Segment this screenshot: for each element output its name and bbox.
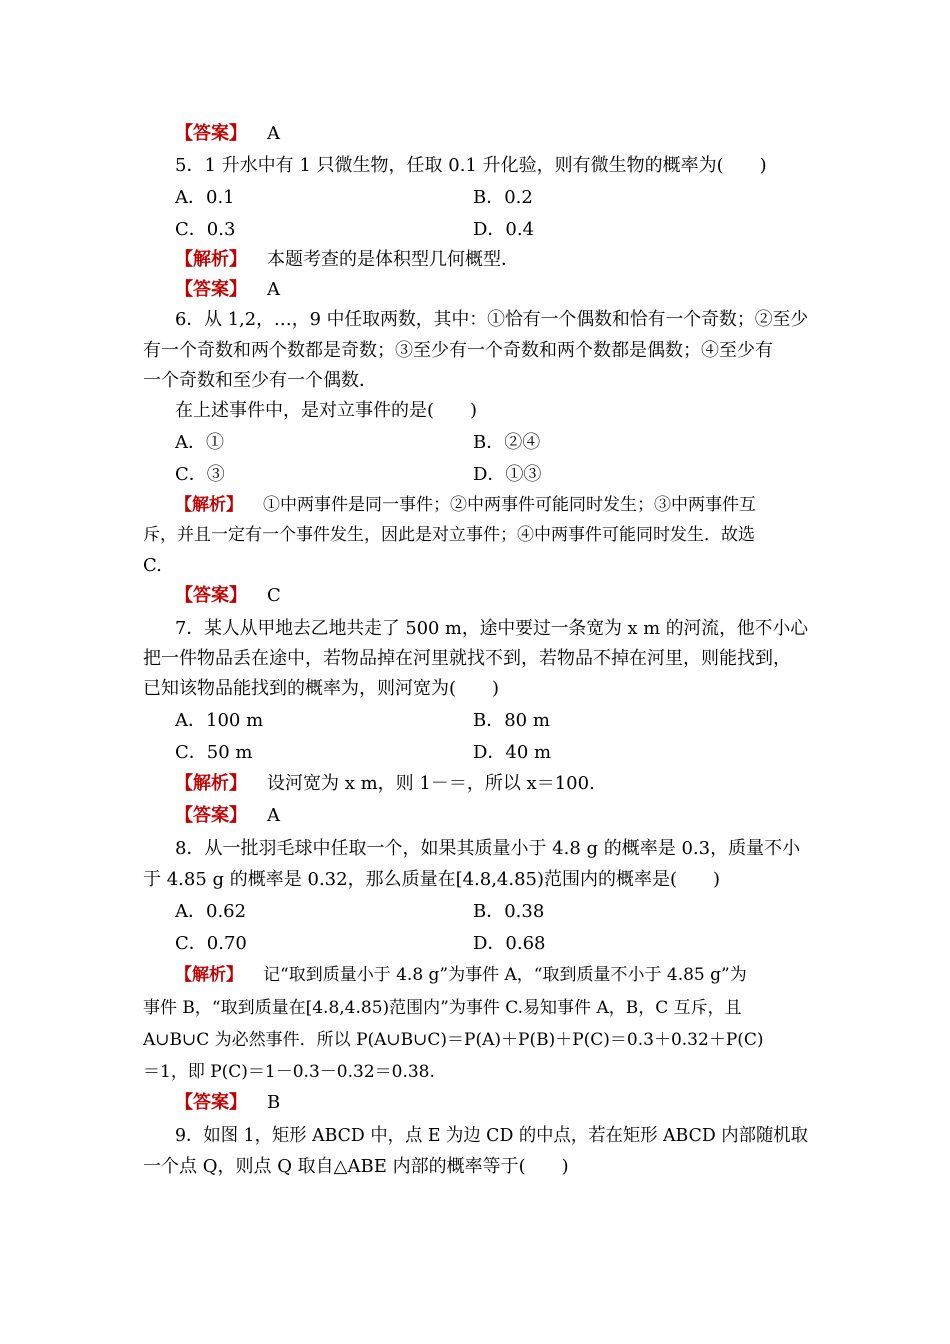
question-7-stem-line: 把一件物品丢在途中，若物品掉在河里就找不到，若物品不掉在河里，则能找到， — [143, 648, 791, 669]
analysis-line: 斥，并且一定有一个事件发生，因此是对立事件；④中两事件可能同时发生．故选 — [143, 525, 755, 545]
option-c: C．0.70 — [175, 933, 247, 954]
option-d: D．40 m — [473, 742, 552, 763]
option-a: A．0.1 — [175, 187, 235, 208]
option-b: B．②④ — [473, 432, 541, 453]
question-6-prompt: 在上述事件中，是对立事件的是( ) — [175, 400, 478, 421]
option-c: C．③ — [175, 464, 225, 485]
question-6-stem-line: 6．从 1,2，…，9 中任取两数，其中：①恰有一个偶数和恰有一个奇数；②至少 — [175, 309, 809, 330]
answer-line: 【答案】 B — [175, 1092, 281, 1113]
option-c: C．0.3 — [175, 219, 236, 240]
option-a: A．① — [175, 432, 224, 453]
analysis-line: ＝1，即 P(C)＝1－0.3－0.32＝0.38. — [143, 1062, 435, 1082]
analysis-line: C. — [143, 555, 162, 576]
question-9-stem-line: 9．如图 1，矩形 ABCD 中，点 E 为边 CD 的中点，若在矩形 ABCD 内部随机取 — [175, 1125, 808, 1146]
question-7-stem-line: 7．某人从甲地去乙地共走了 500 m，途中要过一条宽为 x m 的河流，他不小心 — [175, 618, 809, 639]
analysis-line: 【解析】 记“取到质量小于 4.8 g”为事件 A，“取到质量不小于 4.85 g”为 — [175, 965, 747, 985]
answer-line: 【答案】 A — [175, 805, 280, 826]
analysis-line: 【解析】 ①中两事件是同一事件；②中两事件可能同时发生；③中两事件互 — [175, 495, 756, 515]
option-c: C．50 m — [175, 742, 253, 763]
option-b: B．0.38 — [473, 901, 545, 922]
question-8-stem-line: 8．从一批羽毛球中任取一个，如果其质量小于 4.8 g 的概率是 0.3，质量不小 — [175, 838, 801, 859]
question-6-stem-line: 有一个奇数和两个数都是奇数；③至少有一个奇数和两个数都是偶数；④至少有 — [143, 340, 773, 361]
analysis-line: 【解析】 本题考查的是体积型几何概型． — [175, 249, 519, 270]
question-8-stem-line: 于 4.85 g 的概率是 0.32，那么质量在[4.8,4.85)范围内的概率是( ) — [143, 869, 721, 890]
answer-line: 【答案】 A — [175, 279, 280, 300]
option-d: D．①③ — [473, 464, 542, 485]
analysis-line: 【解析】 设河宽为 x m，则 1－＝，所以 x＝100. — [175, 773, 595, 794]
option-a: A．100 m — [175, 710, 264, 731]
answer-line: 【答案】 C — [175, 585, 281, 606]
option-a: A．0.62 — [175, 901, 247, 922]
analysis-line: 事件 B，“取到质量在[4.8,4.85)范围内”为事件 C.易知事件 A，B，C 互斥，且 — [143, 998, 742, 1018]
option-b: B．0.2 — [473, 187, 533, 208]
option-b: B．80 m — [473, 710, 550, 731]
question-5-stem: 5．1 升水中有 1 只微生物，任取 0.1 升化验，则有微生物的概率为( ) — [175, 155, 767, 176]
option-d: D．0.4 — [473, 219, 535, 240]
question-9-stem-line: 一个点 Q，则点 Q 取自△ABE 内部的概率等于( ) — [143, 1156, 569, 1177]
analysis-line: A∪B∪C 为必然事件．所以 P(A∪B∪C)＝P(A)＋P(B)＋P(C)＝0.3＋0.32＋P(C) — [143, 1030, 764, 1050]
option-d: D．0.68 — [473, 933, 546, 954]
question-6-stem-line: 一个奇数和至少有一个偶数． — [143, 370, 377, 391]
question-7-stem-line: 已知该物品能找到的概率为，则河宽为( ) — [143, 678, 500, 699]
answer-line: 【答案】 A — [175, 123, 280, 144]
